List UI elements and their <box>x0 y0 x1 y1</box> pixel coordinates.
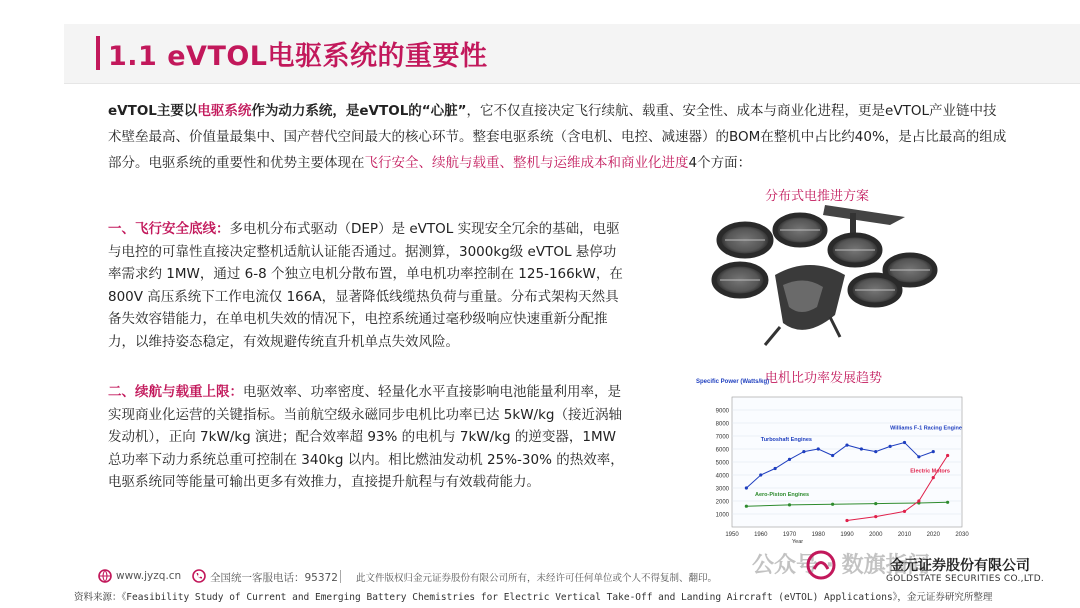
intro-highlight-drive: 电驱系统 <box>197 103 252 119</box>
x-tick-label: 1980 <box>811 532 825 538</box>
chart-caption: 电机比功率发展趋势 <box>765 371 883 386</box>
brand-name-en: GOLDSTATE SECURITIES CO.,LTD. <box>886 574 1045 584</box>
section-flight-safety <box>108 218 628 353</box>
brand-logo-icon <box>806 550 836 580</box>
y-tick-label: 6000 <box>715 447 729 454</box>
y-tick-label: 9000 <box>715 408 729 415</box>
chart-annotation: Aero-Piston Engines <box>755 491 810 498</box>
y-tick-label: 3000 <box>715 486 729 493</box>
intro-highlight-aspects: 飞行安全、续航与载重、整机与运维成本和商业化进度 <box>364 155 689 171</box>
section-endurance-body: 电驱效率、功率密度、轻量化水平直接影响电池能量利用率，是实现商业化运营的关键指标。当前航空级永磁同步电机比功率已达 5kW/kg（接近涡轴发动机），正向 7kW/kg 演进；配合效率超 93% 的电机与 7kW/kg 的逆变器，1MW 总功率下动力系统总重可控制在 340kg 以内。相比燃油发动机 25%-30% 的热效率，电驱系统同等能量可输出更多有效推力，直接提升航程与有效载荷能力。 <box>108 384 624 490</box>
section-endurance-payload <box>108 381 628 494</box>
title-accent-bar <box>96 36 100 70</box>
chart-annotation: Electric Motors <box>910 468 950 475</box>
intro-part-a: eVTOL主要以 <box>108 103 198 119</box>
drone-image-caption: 分布式电推进方案 <box>765 189 870 204</box>
specific-power-chart <box>694 375 974 545</box>
watermark-text: 公众号 · 数旗指闻 <box>752 553 930 578</box>
x-tick-label: 1960 <box>754 532 768 538</box>
footer-hotline: 全国统一客服电话：95372 <box>210 572 338 584</box>
x-tick-label: 2010 <box>897 532 912 538</box>
brand-name-cn: 金元证券股份有限公司 <box>890 558 1030 574</box>
globe-icon <box>98 569 112 583</box>
x-tick-label: 2030 <box>955 532 969 538</box>
x-tick-label: 1990 <box>840 532 854 538</box>
source-note: 资料来源：《Feasibility Study of Current and Emerging Battery Chemistries for Electric Vertical Take-Off and Landing Aircraft (eVTOL) Applications》，金元证券研究所整理 <box>74 592 993 603</box>
chart-annotation: Turboshaft Engines <box>760 437 812 444</box>
section-flight-safety-body: 多电机分布式驱动（DEP）是 eVTOL 实现安全冗余的基础，电驱与电控的可靠性直接决定整机适航认证能否通过。据测算，3000kg级 eVTOL 悬停功率需求约 1MW，通过 6-8 个独立电机分散布置，单电机功率控制在 125-166kW，在 800V 高压系统下工作电流仅 166A，显著降低线缆热负荷与重量。分布式架构天然具备失效容错能力，在单电机失效的情况下，电控系统通过毫秒级响应快速重新分配推力，以维持姿态稳定，有效规避传统直升机单点失效风险。 <box>108 221 623 350</box>
intro-paragraph <box>108 98 1008 176</box>
y-tick-label: 7000 <box>715 434 729 441</box>
intro-part-b: 作为动力系统，是eVTOL的“心脏” <box>251 103 467 119</box>
footer-divider <box>340 570 341 583</box>
y-tick-label: 4000 <box>715 473 729 480</box>
section-endurance-heading: 二、续航与载重上限： <box>108 384 243 400</box>
page-title: 1.1 eVTOL电驱系统的重要性 <box>108 41 488 72</box>
y-tick-label: 8000 <box>715 421 729 428</box>
y-axis-label: Specific Power (Watts/kg) <box>696 379 770 385</box>
section-flight-safety-heading: 一、飞行安全底线： <box>108 221 230 237</box>
x-tick-label: 2020 <box>926 532 940 538</box>
chart-annotation: Williams F-1 Racing Engine <box>890 425 962 432</box>
y-tick-label: 1000 <box>715 512 729 519</box>
footer-website: www.jyzq.cn <box>116 570 182 582</box>
intro-part-c: ，它不仅直接决定飞行续航、载重、安全性、成本与商业化进程，更是eVTOL产业链中技术壁垒最高、价值量最集中、国产替代空间最大的核心环节。整套电驱系统（含电机、电控、减速器）的BOM在整机中占比约40%，是占比最高的组成部分。电驱系统的重要性和优势主要体现在 <box>108 103 1007 171</box>
x-tick-label: 2000 <box>869 532 883 538</box>
x-tick-label: 1970 <box>782 532 797 538</box>
y-tick-label: 5000 <box>715 460 729 467</box>
evtol-drone-image <box>705 195 950 355</box>
x-axis-label: Year <box>792 539 804 545</box>
footer-copyright-notice: 此文件版权归金元证券股份有限公司所有，未经许可任何单位或个人不得复制、翻印。 <box>356 573 718 584</box>
intro-part-d: 4个方面： <box>688 155 752 171</box>
phone-icon <box>192 569 206 583</box>
y-tick-label: 2000 <box>715 499 729 506</box>
x-tick-label: 1950 <box>725 532 739 538</box>
